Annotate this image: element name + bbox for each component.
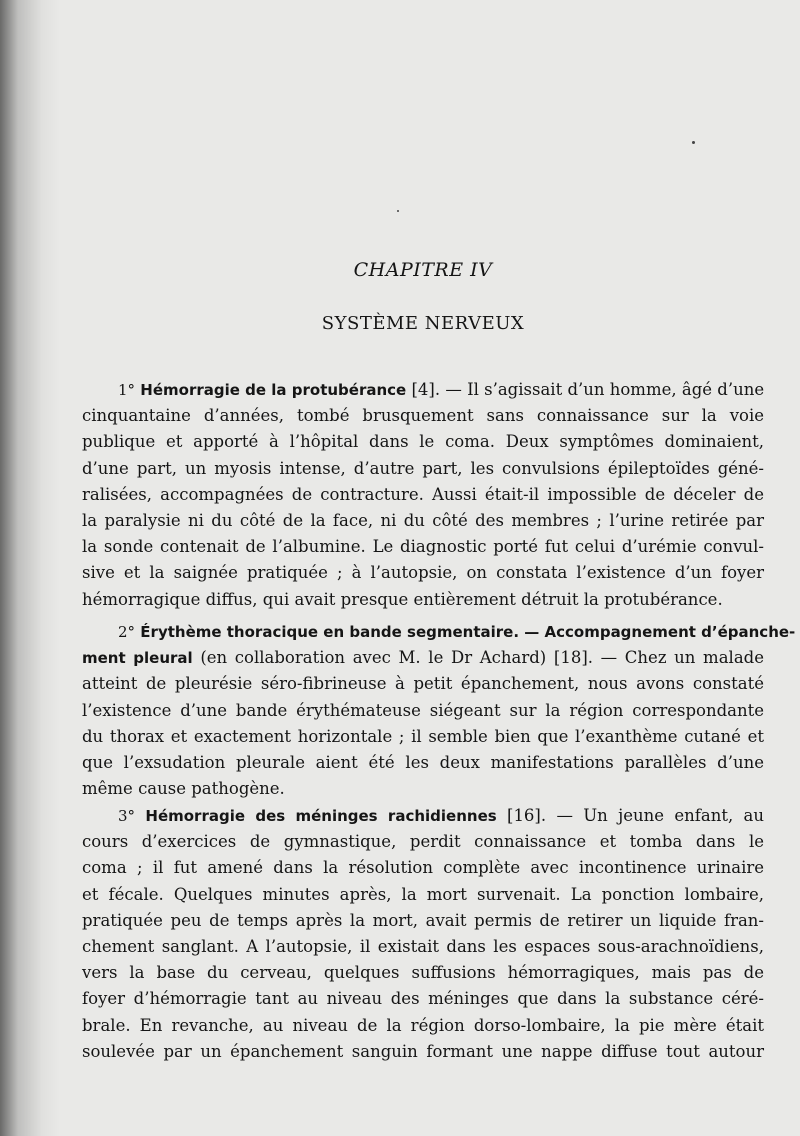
text-line: et fécale. Quelques minutes après, la mort survenait. La ponction lombaire,: [82, 884, 764, 904]
paragraph-heading-continued: ment pleural: [82, 649, 193, 668]
chapter-heading: CHAPITRE IV: [353, 259, 493, 281]
text-line: du thorax et exactement horizontale ; il semble bien que l’exanthème cutané et: [82, 726, 764, 746]
text-line: coma ; il fut amené dans la résolution complète avec incontinence urinaire: [82, 858, 764, 878]
paragraph-heading: Hémorragie des méninges rachidiennes: [145, 807, 497, 825]
paragraph-first-line: [82, 803, 764, 829]
paragraph-3: [82, 803, 764, 1065]
text-line: même cause pathogène.: [82, 779, 285, 799]
paragraph-number: 3°: [118, 807, 136, 825]
text-line: cours d’exercices de gymnastique, perdit connaissance et tomba dans le: [82, 832, 764, 852]
text-line: publique et apporté à l’hôpital dans le coma. Deux symptômes dominaient,: [82, 432, 764, 452]
paragraph-heading: Hémorragie de la protubérance: [140, 381, 407, 399]
paragraph-text: [4]. — Il s’agissait d’un homme, âgé d’une: [406, 380, 765, 399]
text-line: brale. En revanche, au niveau de la région dorso-lombaire, la pie mère était: [82, 1015, 764, 1035]
paragraph-first-line: [82, 377, 764, 403]
text-line: l’existence d’une bande érythémateuse siégeant sur la région correspondante: [82, 700, 764, 720]
text-line: sive et la saignée pratiquée ; à l’autopsie, on constata l’existence d’un foyer: [82, 563, 764, 583]
paragraph-text: (en collaboration avec M. le Dr Achard) [18]. — Chez un malade: [192, 648, 764, 668]
scan-binding-shadow: [0, 0, 60, 1136]
text-line: que l’exsudation pleurale aient été les deux manifestations parallèles d’une: [82, 752, 764, 772]
paragraph-2: [82, 619, 796, 802]
text-line: cinquantaine d’années, tombé brusquement sans connaissance sur la voie: [82, 406, 764, 426]
text-line: soulevée par un épanchement sanguin formant une nappe diffuse tout autour: [82, 1041, 764, 1061]
text-line: hémorragique diffus, qui avait presque entièrement détruit la protubérance.: [82, 589, 723, 609]
text-line: la paralysie ni du côté de la face, ni du côté des membres ; l’urine retirée par: [82, 510, 764, 530]
text-line: pratiquée peu de temps après la mort, avait permis de retirer un liquide fran-: [82, 910, 764, 930]
text-line: atteint de pleurésie séro-fibrineuse à petit épanchement, nous avons constaté: [82, 674, 764, 694]
paragraph-second-line: [82, 645, 764, 671]
text-line: d’une part, un myosis intense, d’autre part, les convulsions épileptoïdes géné-: [82, 458, 764, 478]
document-page: [82, 0, 796, 1136]
text-line: foyer d’hémorragie tant au niveau des méninges que dans la substance céré-: [82, 989, 764, 1009]
text-line: chement sanglant. A l’autopsie, il existait dans les espaces sous-arachnoïdiens,: [82, 936, 764, 956]
paragraph-1: [82, 377, 764, 613]
paragraph-text: [16]. — Un jeune enfant, au: [496, 806, 764, 825]
text-line: la sonde contenait de l’albumine. Le diagnostic porté fut celui d’urémie convul-: [82, 537, 764, 557]
text-line: vers la base du cerveau, quelques suffusions hémorragiques, mais pas de: [82, 963, 764, 983]
paragraph-first-line: [82, 619, 796, 645]
paragraph-number: 1°: [118, 381, 136, 399]
text-line: ralisées, accompagnées de contracture. Aussi était-il impossible de déceler de: [82, 484, 764, 504]
paragraph-number: 2°: [118, 623, 136, 641]
section-title: SYSTÈME NERVEUX: [321, 313, 525, 334]
paragraph-heading: Érythème thoracique en bande segmentaire. — Accompagnement d’épanche-: [140, 623, 796, 641]
